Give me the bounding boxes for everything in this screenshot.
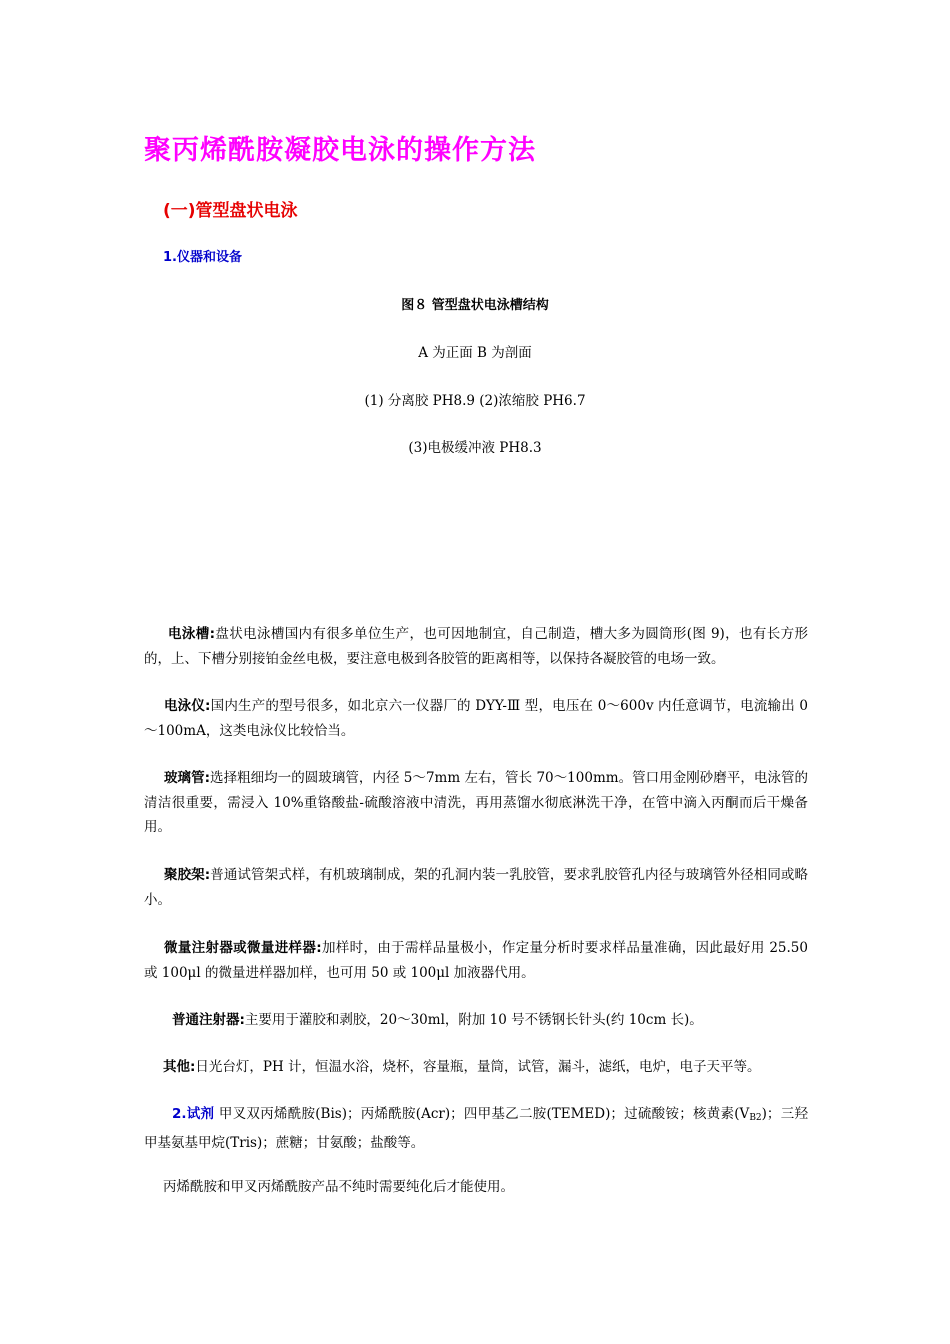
paragraph-label: 其他: xyxy=(163,1059,196,1075)
paragraph-purification-note: 丙烯酰胺和甲叉丙烯酰胺产品不纯时需要纯化后才能使用。 xyxy=(163,1179,514,1195)
figure-caption: 图８ 管型盘状电泳槽结构 xyxy=(401,298,549,313)
paragraph-text: 选择粗细均一的圆玻璃管，内径 5～7mm 左右，管长 70～100mm。管口用金刚砂磨平，电泳管的清洁很重要，需浸入 10%重铬酸盐-硫酸溶液中清洗，再用蒸馏水彻底淋洗干净，在管中滴入丙酮而后干燥备用。 xyxy=(144,770,808,835)
paragraph-reagents xyxy=(144,1102,808,1155)
paragraph-label: 电泳槽: xyxy=(168,626,215,642)
paragraph-text: 日光台灯，PH 计，恒温水浴，烧杯，容量瓶，量筒，试管，漏斗，滤纸，电炉，电子天平等。 xyxy=(195,1059,761,1075)
paragraph-text: 加样时，由于需样品量极小，作定量分析时要求样品量准确，因此最好用 25.50 或 100μl 的微量进样器加样，也可用 50 或 100μl 加液器代用。 xyxy=(144,940,808,981)
paragraph-text: 国内生产的型号很多，如北京六一仪器厂的 DYY-Ⅲ 型，电压在 0～600v 内任意调节，电流输出 0～100mA，这类电泳仪比较恰当。 xyxy=(144,698,808,739)
paragraph-label: 电泳仪: xyxy=(164,698,211,714)
section-heading: (一)管型盘状电泳 xyxy=(163,201,298,221)
paragraph-others xyxy=(144,1055,808,1080)
paragraph-micro-syringe xyxy=(144,936,808,985)
page-title: 聚丙烯酰胺凝胶电泳的操作方法 xyxy=(144,135,536,166)
reagents-text-a: 甲叉双丙烯酰胺(Bis)；丙烯酰胺(Acr)；四甲基乙二胺(TEMED)；过硫酸铵；核黄素(V xyxy=(218,1106,750,1122)
paragraph-gel-rack xyxy=(144,863,808,912)
paragraph-glass-tube xyxy=(144,766,808,840)
paragraph-text: 盘状电泳槽国内有很多单位生产，也可因地制宜，自己制造，槽大多为圆筒形(图 9)，也有长方形的，上、下槽分别接铂金丝电极，要注意电极到各胶管的距离相等，以保持各凝胶管的电场一致。 xyxy=(144,626,808,667)
paragraph-label: 普通注射器: xyxy=(172,1012,245,1028)
paragraph-label: 聚胶架: xyxy=(164,867,211,883)
figure-line-2: (1) 分离胶 PH8.9 (2)浓缩胶 PH6.7 xyxy=(364,393,586,409)
figure-line-3: (3)电极缓冲液 PH8.3 xyxy=(408,440,542,456)
subsection-heading: 1.仪器和设备 xyxy=(163,250,242,265)
paragraph-power-supply xyxy=(144,694,808,743)
reagents-label: 2.试剂 xyxy=(172,1106,215,1122)
paragraph-text: 普通试管架式样，有机玻璃制成，架的孔洞内装一乳胶管，要求乳胶管孔内径与玻璃管外径相同或略小。 xyxy=(144,867,809,908)
paragraph-label: 玻璃管: xyxy=(164,770,210,786)
reagents-text-b: )；三羟甲基氨基甲烷(Tris)；蔗糖；甘氨酸；盐酸等。 xyxy=(144,1106,808,1151)
paragraph-label: 微量注射器或微量进样器: xyxy=(164,940,322,956)
figure-line-1: A 为正面 B 为剖面 xyxy=(418,345,532,361)
paragraph-text: 主要用于灌胶和剥胶，20～30ml，附加 10 号不锈钢长针头(约 10cm 长)。 xyxy=(244,1012,703,1028)
paragraph-ordinary-syringe xyxy=(144,1008,808,1033)
paragraph-electrophoresis-tank xyxy=(144,622,808,671)
reagents-subscript: B2 xyxy=(749,1113,762,1123)
